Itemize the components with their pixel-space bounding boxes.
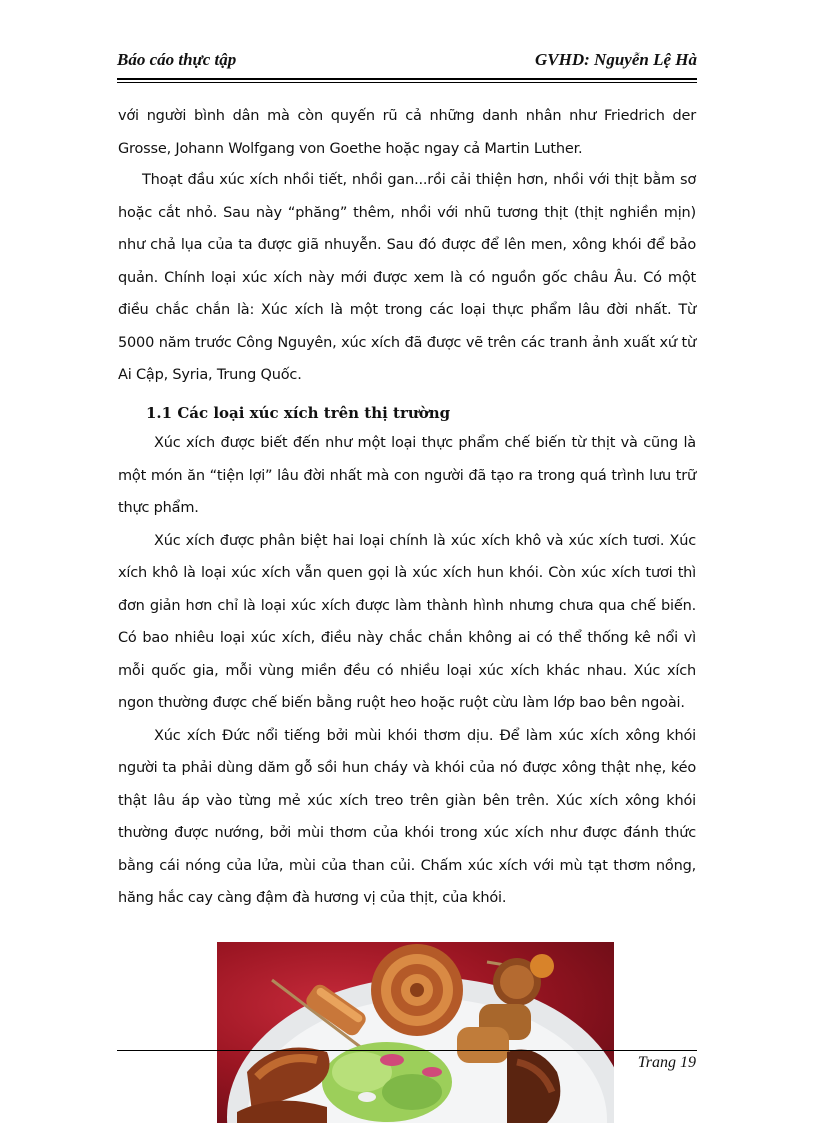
page-number: Trang 19 [637,1054,696,1071]
paragraph: Xúc xích được phân biệt hai loại chính là xúc xích khô và xúc xích tươi. Xúc xích khô là loại xúc xích vẫn quen gọi là xúc xích hun khói. Còn xúc xích tươi thì đơn giản hơn chỉ là loại xúc xích được làm thành hình nhưng chưa qua chế biến. Có bao nhiêu loại xúc xích, điều này chắc chắn không ai có thể thống kê nổi vì mỗi quốc gia, mỗi vùng miền đều có nhiều loại xúc xích khác nhau. Xúc xích ngon thường được chế biến bằng ruột heo hoặc ruột cừu làm lớp bao bên ngoài. [118,532,696,711]
paragraph-continuation [118,100,696,165]
paragraph: Thoạt đầu xúc xích nhồi tiết, nhồi gan...rồi cải thiện hơn, nhồi với thịt bằm sơ hoặc cắt nhỏ. Sau này “phăng” thêm, nhồi với nhũ tương thịt (thịt nghiền mịn) như chả lụa của ta được giã nhuyễn. Sau đó được để lên men, xông khói để bảo quản. Chính loại xúc xích này mới được xem là có nguồn gốc châu Âu. Có một điều chắc chắn là: Xúc xích là một trong các loại thực phẩm lâu đời nhất. Từ 5000 năm trước Công Nguyên, xúc xích đã được vẽ trên các tranh ảnh xuất xứ từ Ai Cập, Syria, Trung Quốc. [118,172,696,383]
supervisor-name: GVHD: Nguyễn Lệ Hà [535,50,697,69]
paragraph-history [118,164,696,392]
footer-rule [117,1050,697,1051]
photo-illustration [217,942,614,1123]
header-rule-thin [117,82,697,83]
page-header [117,50,697,78]
paragraph: Xúc xích được biết đến như một loại thực phẩm chế biến từ thịt và cũng là một món ăn “tiện lợi” lâu đời nhất mà con người đã tạo ra trong quá trình lưu trữ thực phẩm. [118,435,696,516]
sausage-platter-photo [217,942,614,1123]
header-rule [117,78,697,80]
paragraph: Xúc xích Đức nổi tiếng bởi mùi khói thơm dịu. Để làm xúc xích xông khói người ta phải dùng dăm gỗ sồi hun cháy và khói của nó được xông thật nhẹ, kéo thật lâu áp vào từng mẻ xúc xích treo trên giàn bên trên. Xúc xích xông khói thường được nướng, bởi mùi thơm của khói trong xúc xích như được đánh thức bằng cái nóng của lửa, mùi của than củi. Chấm xúc xích với mù tạt thơm nồng, hăng hắc cay càng đậm đà hương vị của thịt, của khói. [118,727,696,906]
report-title: Báo cáo thực tập [117,50,237,69]
section-body [118,427,696,915]
paragraph: với người bình dân mà còn quyến rũ cả những danh nhân như Friedrich der Grosse, Johann Wolfgang von Goethe hoặc ngay cả Martin Luther. [118,108,696,157]
section-heading: 1.1 Các loại xúc xích trên thị trường [146,404,451,422]
